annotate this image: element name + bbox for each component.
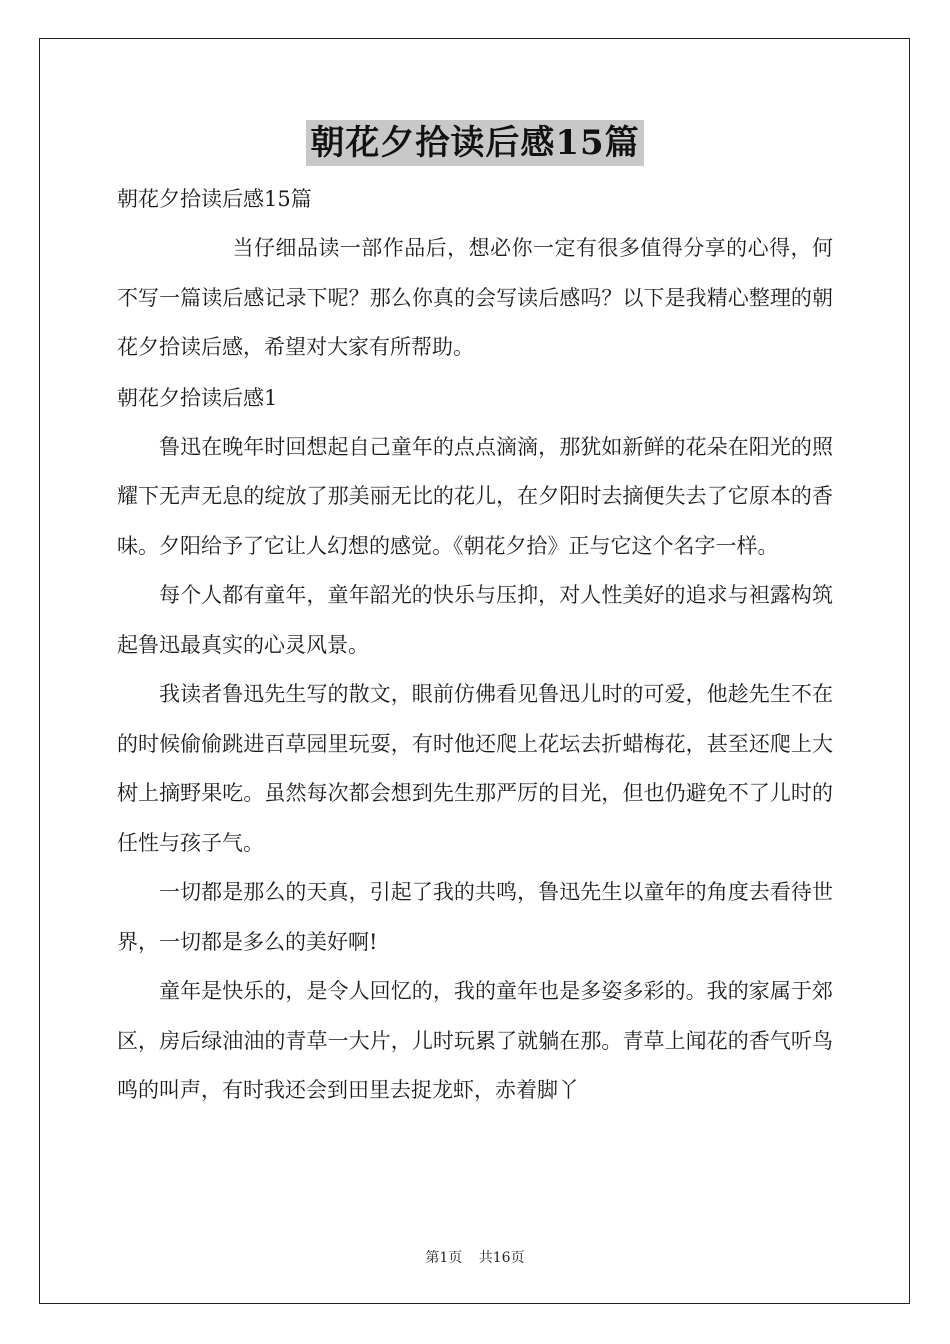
body-paragraph: 每个人都有童年，童年韶光的快乐与压抑，对人性美好的追求与袒露构筑起鲁迅最真实的心灵风景。 (117, 583, 833, 657)
document-subtitle: 朝花夕拾读后感15篇 (117, 187, 312, 211)
page-footer (0, 1247, 950, 1267)
body-paragraph: 鲁迅在晚年时回想起自己童年的点点滴滴，那犹如新鲜的花朵在阳光的照耀下无声无息的绽放了那美丽无比的花儿，在夕阳时去摘便失去了它原本的香味。夕阳给予了它让人幻想的感觉。《朝花夕拾》正与它这个名字一样。 (117, 434, 833, 558)
page-number: 第1页 (425, 1250, 463, 1266)
body-paragraph: 我读者鲁迅先生写的散文，眼前仿佛看见鲁迅儿时的可爱，他趁先生不在的时候偷偷跳进百草园里玩耍，有时他还爬上花坛去折蜡梅花，甚至还爬上大树上摘野果吃。虽然每次都会想到先生那严厉的目光，但也仍避免不了儿时的任性与孩子气。 (117, 682, 833, 855)
body-paragraph: 一切都是那么的天真，引起了我的共鸣，鲁迅先生以童年的角度去看待世界，一切都是多么的美好啊! (117, 880, 833, 954)
body-paragraph: 童年是快乐的，是令人回忆的，我的童年也是多姿多彩的。我的家属于郊区，房后绿油油的青草一大片，儿时玩累了就躺在那。青草上闻花的香气听鸟鸣的叫声，有时我还会到田里去捉龙虾，赤着脚丫 (117, 979, 833, 1102)
intro-paragraph: 当仔细品读一部作品后，想必你一定有很多值得分享的心得，何不写一篇读后感记录下呢？那么你真的会写读后感吗？以下是我精心整理的朝花夕拾读后感，希望对大家有所帮助。 (117, 236, 833, 359)
title-container (0, 120, 950, 166)
document-body (117, 180, 833, 1116)
section-heading: 朝花夕拾读后感1 (117, 385, 278, 410)
document-title: 朝花夕拾读后感15篇 (306, 120, 643, 166)
page-total: 共16页 (478, 1250, 525, 1266)
